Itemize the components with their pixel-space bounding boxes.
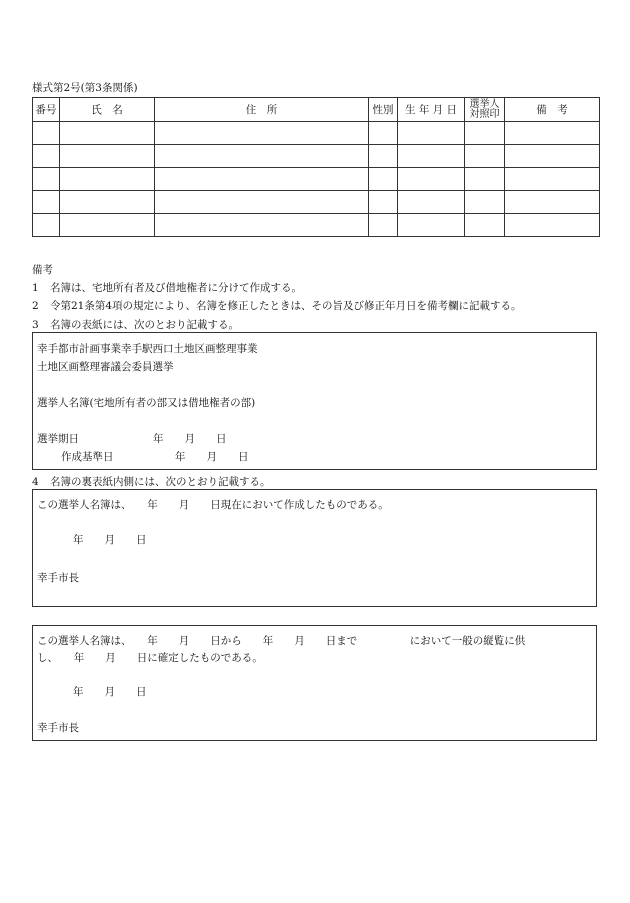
table-cell [398,168,465,191]
note-text: 令第21条第4項の規定により、名簿を修正したときは、その旨及び修正年月日を備考欄に記載する。 [50,300,522,312]
cover-election-date: 年 月 日 [153,433,227,445]
inspection-signer: 幸手市長 [37,722,79,734]
cover-example-box [32,332,597,470]
note-number: 1 [32,282,39,294]
table-cell [505,122,600,145]
header-sex: 性別 [369,98,398,122]
table-cell [60,122,155,145]
table-cell [155,191,369,214]
header-voter-seal [465,98,505,122]
table-cell [369,191,398,214]
back-cover-signer: 幸手市長 [37,572,79,584]
inspection-statement-line2: し、 年 月 日に確定したものである。 [37,652,263,664]
table-cell [33,145,60,168]
back-cover-statement: この選挙人名簿は、 年 月 日現在において作成したものである。 [37,499,389,511]
note-item-2 [32,298,522,313]
table-cell [398,214,465,237]
form-title: 様式第2号(第3条関係) [32,82,138,94]
note-item-1 [32,280,302,295]
note-text: 名簿は、宅地所有者及び借地権者に分けて作成する。 [50,282,302,294]
note-item-4 [32,474,271,489]
note-number: 3 [32,319,39,331]
note-number: 2 [32,300,39,312]
inspection-example-box [32,625,597,741]
table-cell [505,214,600,237]
header-birthdate: 生 年 月 日 [398,98,465,122]
table-cell [505,168,600,191]
table-cell [369,122,398,145]
table-row [33,145,600,168]
table-cell [60,168,155,191]
cover-election-date-label: 選挙期日 [37,433,79,445]
table-cell [155,168,369,191]
table-cell [155,122,369,145]
table-cell [155,214,369,237]
table-cell [155,145,369,168]
cover-base-date: 年 月 日 [175,451,249,463]
header-number: 番号 [33,98,60,122]
inspection-statement-line1: この選挙人名簿は、 年 月 日から 年 月 日まで において一般の縦覧に供 [37,635,526,647]
table-cell [398,145,465,168]
note-number: 4 [32,476,39,488]
note-item-3 [32,317,239,332]
roster-table [32,97,600,237]
table-row [33,168,600,191]
table-cell [465,191,505,214]
table-cell [33,214,60,237]
back-cover-date: 年 月 日 [73,534,147,546]
table-cell [398,122,465,145]
header-voter-seal-line: 対照印 [469,108,500,120]
cover-roster-title: 選挙人名簿(宅地所有者の部又は借地権者の部) [37,397,256,409]
notes-heading: 備考 [32,264,53,276]
table-cell [505,145,600,168]
inspection-date: 年 月 日 [73,686,147,698]
header-address: 住 所 [155,98,369,122]
table-cell [465,214,505,237]
cover-election-name: 土地区画整理審議会委員選挙 [37,361,174,373]
table-cell [369,145,398,168]
table-row [33,122,600,145]
table-cell [33,122,60,145]
header-voter-seal-line: 選挙人 [469,98,500,110]
table-cell [369,168,398,191]
back-cover-example-box [32,489,597,607]
note-text: 名簿の裏表紙内側には、次のとおり記載する。 [50,476,271,488]
header-name: 氏 名 [60,98,155,122]
table-cell [60,191,155,214]
table-row [33,214,600,237]
cover-base-date-label: 作成基準日 [61,451,114,463]
table-cell [465,168,505,191]
table-cell [33,191,60,214]
table-cell [465,145,505,168]
table-row [33,191,600,214]
cover-project-name: 幸手都市計画事業幸手駅西口土地区画整理事業 [37,343,258,355]
table-cell [33,168,60,191]
table-cell [60,145,155,168]
table-cell [398,191,465,214]
note-text: 名簿の表紙には、次のとおり記載する。 [50,319,239,331]
table-cell [60,214,155,237]
table-cell [369,214,398,237]
header-remarks: 備 考 [505,98,600,122]
roster-header-row [33,98,600,122]
table-cell [465,122,505,145]
table-cell [505,191,600,214]
